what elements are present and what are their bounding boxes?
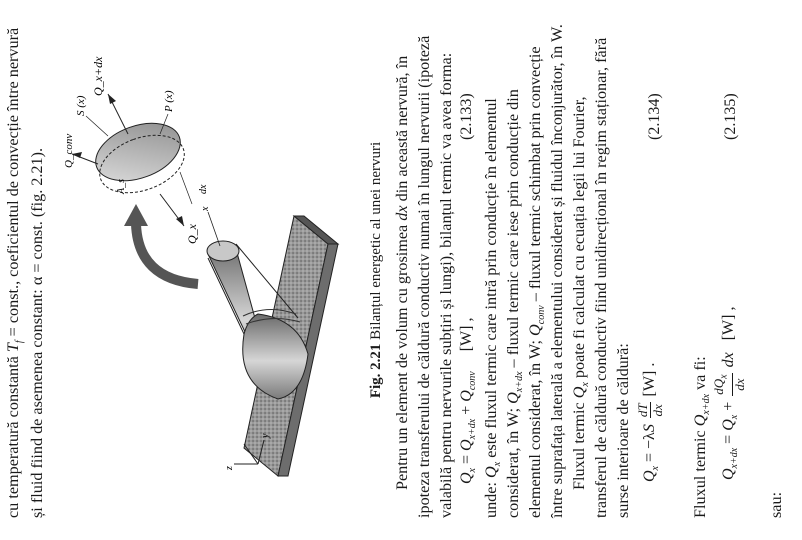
s-x-label: S (x) [75,95,87,116]
p2-line-2: considerat, în W; $Q_{x+dx}$ – fluxul termic care iese prin conducție din [504,89,526,518]
p1-line-3: valabilă pentru nervurile subțiri și lungi), bilanțul termic va avea forma: [437,52,455,518]
p2-line-1: unde: $Q_x$ este fluxul termic care intră prin conducție în elementul [482,98,504,518]
figure-2-21 [63,24,348,494]
p3-line-1: Fluxul termic $Q_x$ poate fi calculat cu ecuația legii lui Fourier, [570,96,592,490]
p2-line-4: între suprafața laterală a elementului considerat și fluidul înconjurător, în W. [548,24,566,518]
equation-number-2-133: (2.133) [458,93,475,140]
equation-2-134: $Q_x = -\lambda S$ dT dx [W] . [635,362,665,482]
figure-caption [368,0,385,540]
q-x-dx-label: Q_x+dx [91,56,105,96]
equation-number-2-135: (2.135) [722,93,739,140]
y-axis-label: y [260,433,271,438]
z-axis-label: z [224,466,235,470]
p3-line-3: surse interioare de căldură: [614,343,632,518]
caption-number: Fig. 2.21 [368,343,384,399]
p-x-label: P (x) [163,90,175,112]
dx-label: dx [198,184,209,194]
flux-label: Fluxul termic $Q_{x+dx}$ va fi: [691,356,713,518]
p1-line-1: Pentru un element de volum cu grosimea dx din această nervură, în [393,55,411,490]
q-x-label: Q_x [185,224,199,244]
p1-line-2: ipoteza transferului de căldură conductiv numai în lungul nervurii (ipoteză [415,35,433,518]
p2-line-3: elementul considerat, în W; $Q_{conv}$ – fluxul termic schimbat prin convecție [526,46,548,518]
x-axis-label: x [200,206,211,211]
equation-2-135: $Q_{x+dx} = Q_x$ + $dQ_x$ dx dx [W] , [711,306,747,480]
top-text-line-1: cu temperatură constantă $T_f$ = const., coeficientul de convecție între nervură [4,27,26,518]
sau-text: sau: [767,491,785,518]
top-text-line-2: și fluid fiind de asemenea constant: α = const. (fig. 2.21). [28,147,46,518]
p3-line-2: transferul de căldură conductiv fiind unidirecțional în regim staționar, fără [592,37,610,518]
fin-energy-balance-diagram [63,24,348,494]
equation-number-2-134: (2.134) [646,93,663,140]
equation-2-133: $Q_x = Q_{x+dx} + Q_{conv}$ [W] , [458,317,479,484]
element-disk [88,113,188,192]
a-label: A_s [116,179,127,194]
q-conv-label: Q_conv [63,133,75,168]
caption-text: Bilanțul energetic al unei nervuri [368,141,384,340]
